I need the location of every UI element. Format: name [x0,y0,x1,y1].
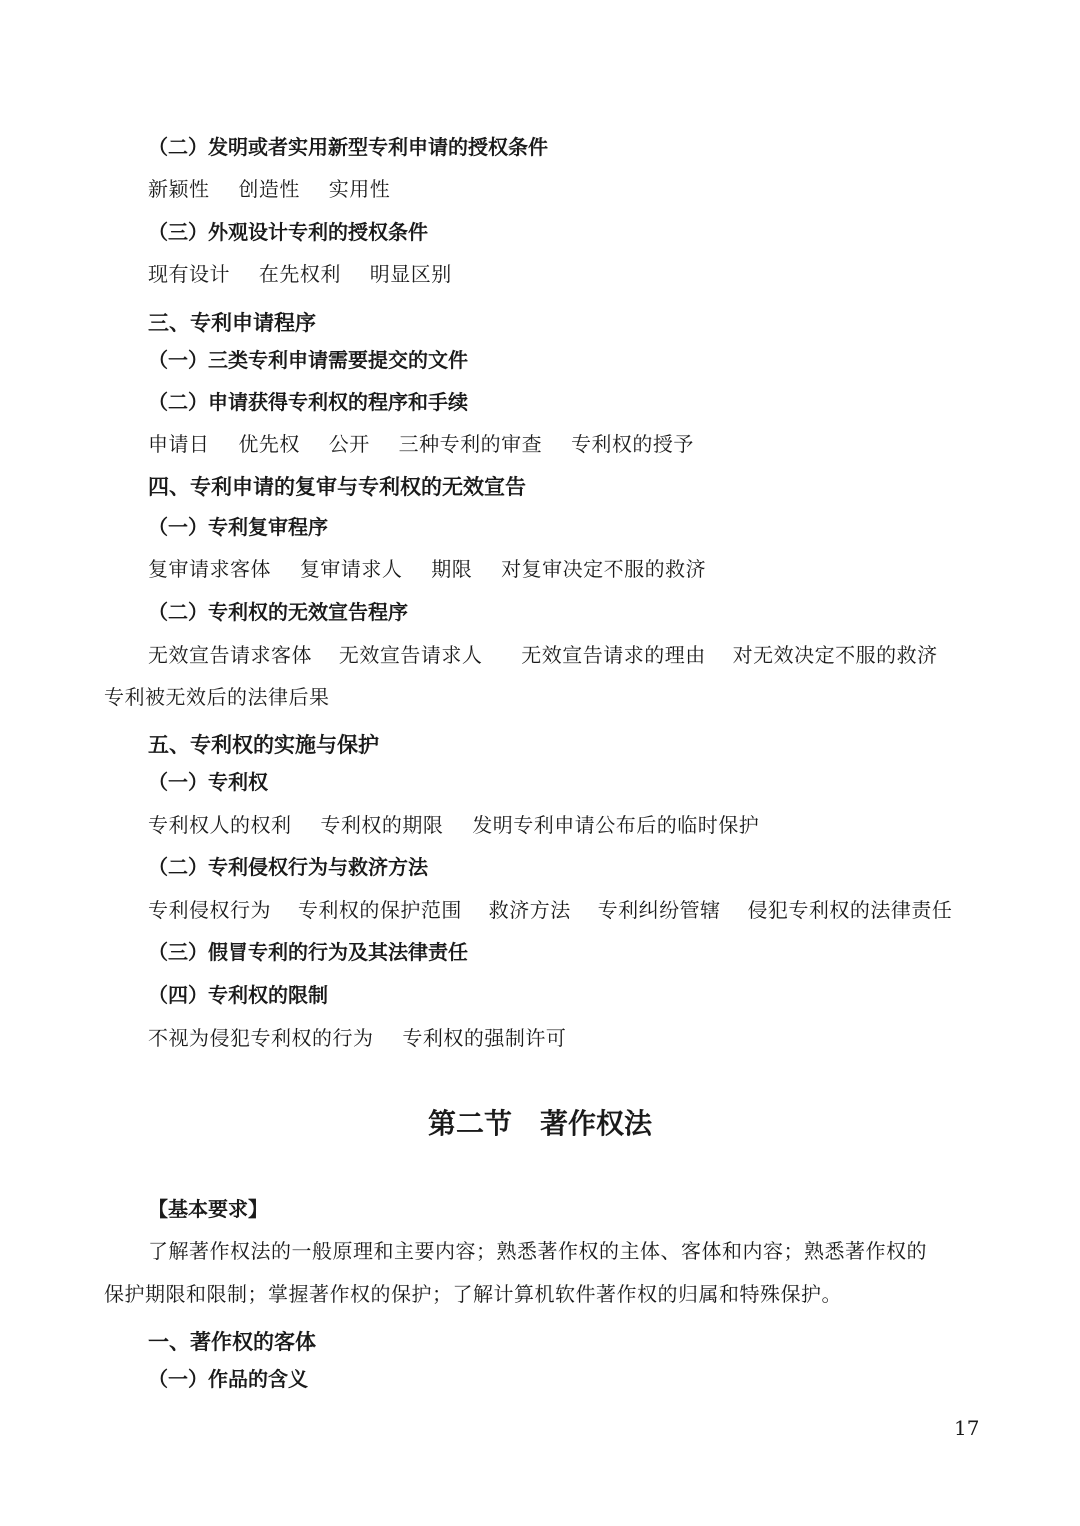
section-title: 第二节 著作权法 [427,1107,652,1140]
keyword: 无效宣告请求人 [338,643,483,667]
keyword-line-continued: 专利被无效后的法律后果 [104,685,330,709]
keyword: 优先权 [238,432,300,456]
page-number: 17 [954,1416,980,1440]
keyword: 不视为侵犯专利权的行为 [148,1026,374,1050]
keyword: 侵犯专利权的法律责任 [747,898,953,922]
keyword: 专利权人的权利 [148,813,292,837]
keyword: 实用性 [328,177,391,201]
subheading-documents: （一）三类专利申请需要提交的文件 [148,348,468,372]
keyword: 发明专利申请公布后的临时保护 [472,813,760,837]
keyword-line [148,259,452,289]
keyword: 复审请求客体 [148,557,271,581]
heading-application-procedure: 三、专利申请程序 [148,311,316,335]
keyword: 对复审决定不服的救济 [501,557,707,581]
keyword: 专利侵权行为 [148,898,271,922]
keyword: 对无效决定不服的救济 [732,643,938,667]
keyword: 无效宣告请求客体 [148,643,312,667]
requirements-label: 【基本要求】 [148,1197,268,1221]
keyword-line [148,895,952,925]
keyword: 专利权的强制许可 [402,1026,567,1050]
keyword: 申请日 [148,432,210,456]
requirements-text-line-2: 保护期限和限制；掌握著作权的保护；了解计算机软件著作权的归属和特殊保护。 [104,1282,842,1306]
subheading-counterfeit: （三）假冒专利的行为及其法律责任 [148,940,468,964]
keyword-line [148,810,759,840]
keyword-line [148,640,938,670]
keyword-line [148,1023,566,1053]
keyword: 公开 [328,432,370,456]
keyword-line [148,429,694,459]
keyword: 创造性 [238,177,300,201]
heading-reexamination: 四、专利申请的复审与专利权的无效宣告 [148,475,526,499]
keyword: 新颖性 [148,177,210,201]
subheading-procedures: （二）申请获得专利权的程序和手续 [148,390,468,414]
keyword: 期限 [431,557,473,581]
heading-implementation-protection: 五、专利权的实施与保护 [148,733,379,757]
keyword: 专利权的授予 [570,432,694,456]
keyword: 专利权的期限 [320,813,444,837]
subheading-invalidation: （二）专利权的无效宣告程序 [148,600,408,624]
keyword: 三种专利的审查 [398,432,543,456]
keyword: 复审请求人 [299,557,403,581]
subheading-patent-right: （一）专利权 [148,770,268,794]
subheading-infringement: （二）专利侵权行为与救济方法 [148,855,428,879]
subheading-limitations: （四）专利权的限制 [148,983,328,1007]
subheading-invention-conditions: （二）发明或者实用新型专利申请的授权条件 [148,135,548,159]
subheading-work-meaning: （一）作品的含义 [148,1367,308,1391]
keyword: 救济方法 [488,898,571,922]
keyword: 明显区别 [369,262,452,286]
subheading-reexamination-procedure: （一）专利复审程序 [148,515,328,539]
keyword: 在先权利 [258,262,341,286]
keyword: 专利权的保护范围 [297,898,462,922]
keyword-line [148,174,390,204]
keyword: 专利纠纷管辖 [597,898,721,922]
subheading-design-conditions: （三）外观设计专利的授权条件 [148,220,428,244]
heading-copyright-object: 一、著作权的客体 [148,1330,316,1354]
requirements-text-line-1: 了解著作权法的一般原理和主要内容；熟悉著作权的主体、客体和内容；熟悉著作权的 [148,1239,927,1263]
keyword: 现有设计 [148,262,230,286]
keyword: 无效宣告请求的理由 [521,643,706,667]
keyword-line [148,554,706,584]
